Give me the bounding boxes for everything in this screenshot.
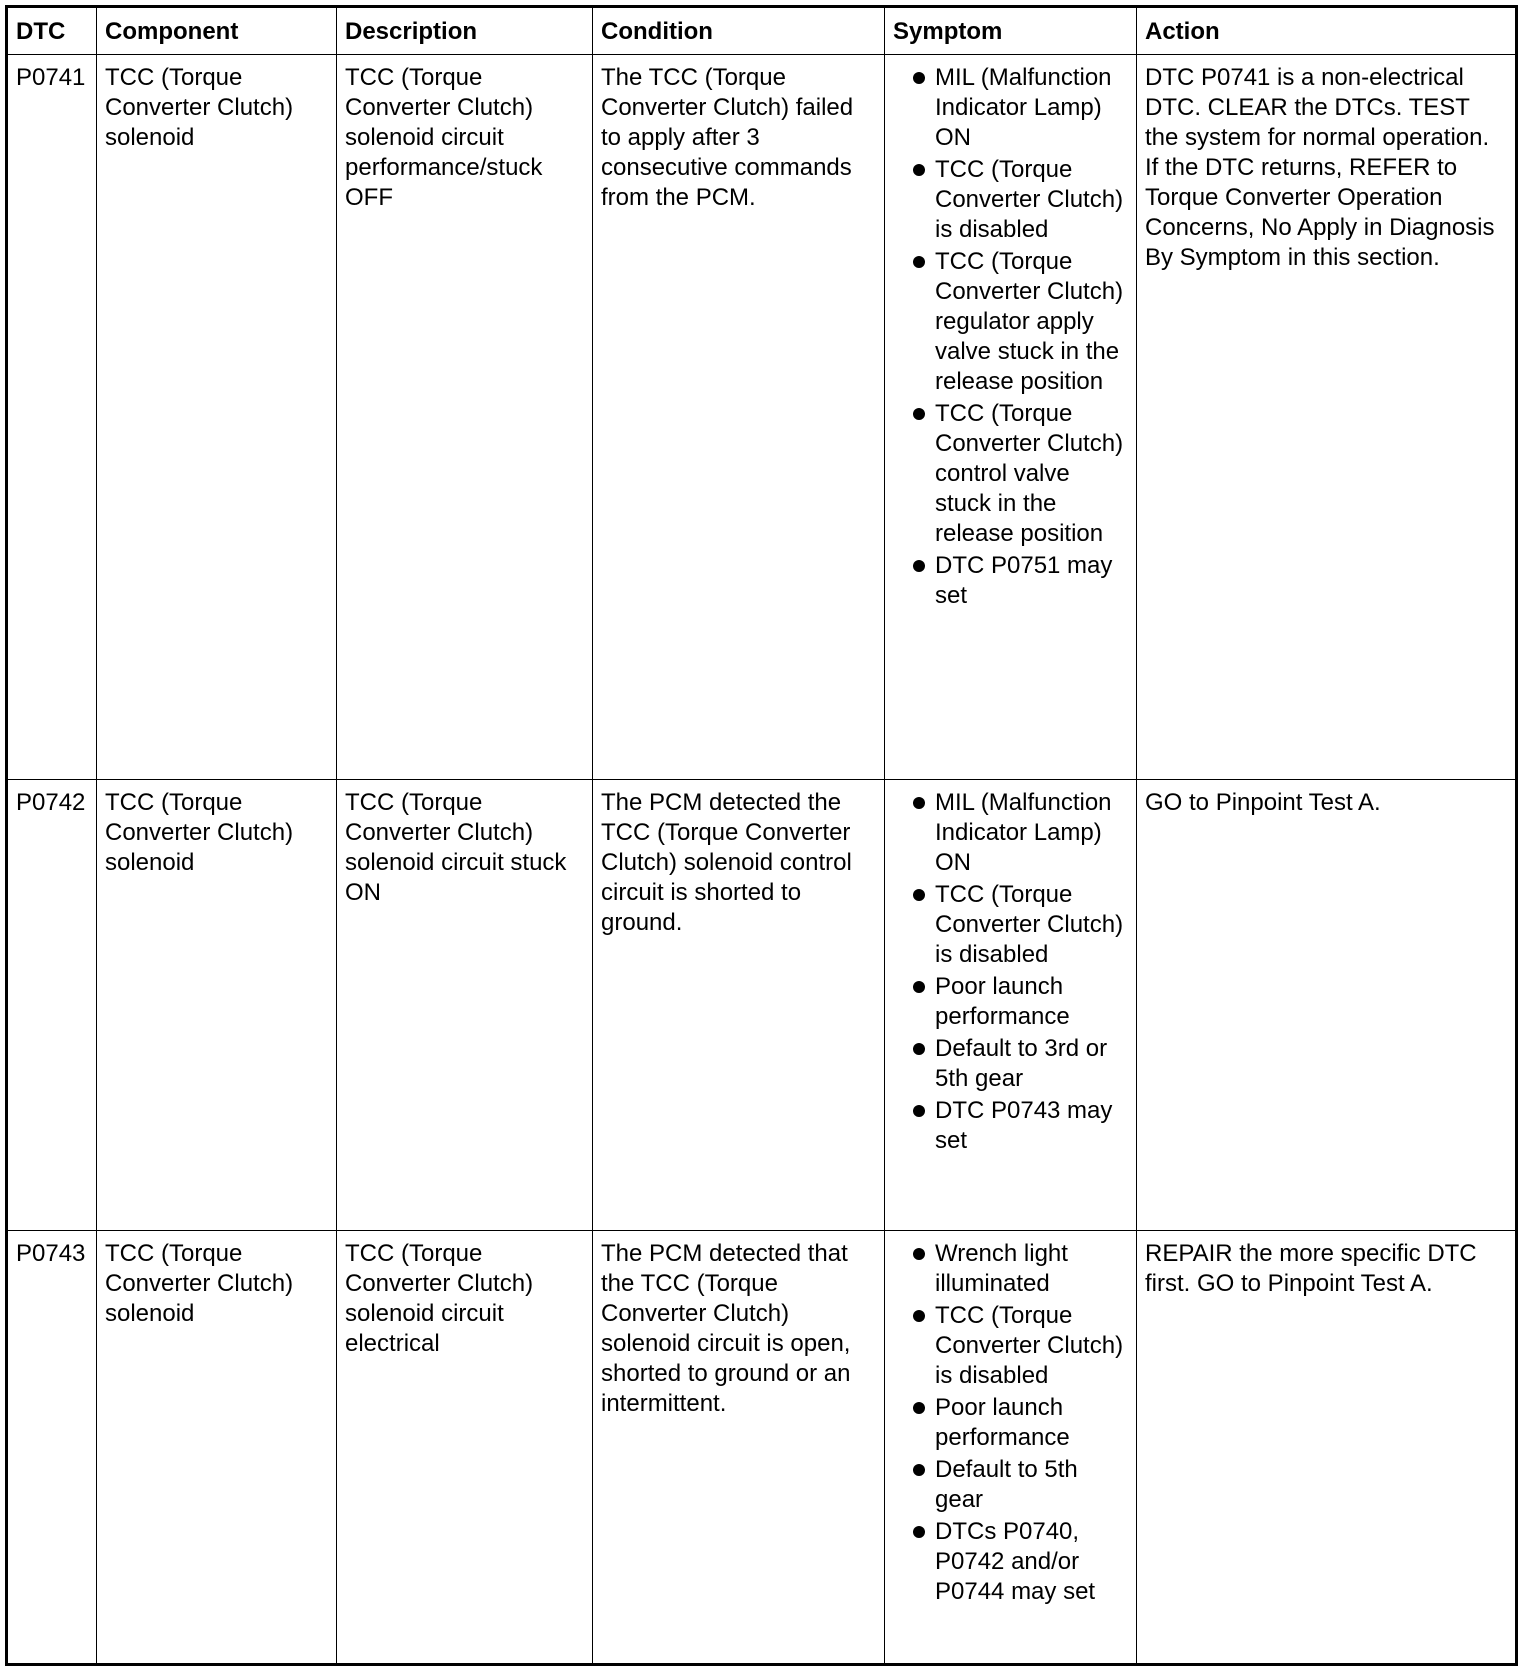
cell-component: TCC (Torque Converter Clutch) solenoid bbox=[97, 780, 337, 1231]
header-description: Description bbox=[337, 7, 593, 55]
cell-condition: The PCM detected the TCC (Torque Converter Clutch) solenoid control circuit is shorted to ground. bbox=[593, 780, 885, 1231]
symptom-item: TCC (Torque Converter Clutch) is disabled bbox=[893, 880, 1128, 970]
symptom-item: TCC (Torque Converter Clutch) is disabled bbox=[893, 1301, 1128, 1391]
cell-component: TCC (Torque Converter Clutch) solenoid bbox=[97, 1231, 337, 1665]
cell-condition: The PCM detected that the TCC (Torque Converter Clutch) solenoid circuit is open, shorted to ground or an intermittent. bbox=[593, 1231, 885, 1665]
cell-dtc: P0741 bbox=[7, 55, 97, 780]
symptom-item: MIL (Malfunction Indicator Lamp) ON bbox=[893, 788, 1128, 878]
symptom-item: TCC (Torque Converter Clutch) is disabled bbox=[893, 155, 1128, 245]
cell-symptom bbox=[885, 55, 1137, 780]
header-symptom: Symptom bbox=[885, 7, 1137, 55]
cell-description: TCC (Torque Converter Clutch) solenoid circuit performance/stuck OFF bbox=[337, 55, 593, 780]
symptom-item: DTCs P0740, P0742 and/or P0744 may set bbox=[893, 1517, 1128, 1607]
cell-condition: The TCC (Torque Converter Clutch) failed to apply after 3 consecutive commands from the PCM. bbox=[593, 55, 885, 780]
table-row bbox=[7, 780, 1517, 1231]
cell-dtc: P0742 bbox=[7, 780, 97, 1231]
header-condition: Condition bbox=[593, 7, 885, 55]
header-component: Component bbox=[97, 7, 337, 55]
symptom-item: Default to 3rd or 5th gear bbox=[893, 1034, 1128, 1094]
symptom-list bbox=[893, 63, 1128, 611]
cell-dtc: P0743 bbox=[7, 1231, 97, 1665]
symptom-item: Poor launch performance bbox=[893, 1393, 1128, 1453]
header-dtc: DTC bbox=[7, 7, 97, 55]
cell-action: DTC P0741 is a non-electrical DTC. CLEAR the DTCs. TEST the system for normal operation. If the DTC returns, REFER to Torque Converter Operation Concerns, No Apply in Diagnosis By Symptom in this section. bbox=[1137, 55, 1517, 780]
cell-symptom bbox=[885, 780, 1137, 1231]
symptom-item: Wrench light illuminated bbox=[893, 1239, 1128, 1299]
symptom-item: Default to 5th gear bbox=[893, 1455, 1128, 1515]
symptom-item: MIL (Malfunction Indicator Lamp) ON bbox=[893, 63, 1128, 153]
cell-description: TCC (Torque Converter Clutch) solenoid circuit stuck ON bbox=[337, 780, 593, 1231]
header-action: Action bbox=[1137, 7, 1517, 55]
symptom-item: TCC (Torque Converter Clutch) control valve stuck in the release position bbox=[893, 399, 1128, 549]
symptom-list bbox=[893, 1239, 1128, 1607]
cell-symptom bbox=[885, 1231, 1137, 1665]
symptom-item: DTC P0751 may set bbox=[893, 551, 1128, 611]
table-row bbox=[7, 1231, 1517, 1665]
symptom-item: DTC P0743 may set bbox=[893, 1096, 1128, 1156]
cell-action: REPAIR the more specific DTC first. GO to Pinpoint Test A. bbox=[1137, 1231, 1517, 1665]
symptom-list bbox=[893, 788, 1128, 1156]
cell-description: TCC (Torque Converter Clutch) solenoid circuit electrical bbox=[337, 1231, 593, 1665]
symptom-item: TCC (Torque Converter Clutch) regulator apply valve stuck in the release position bbox=[893, 247, 1128, 397]
symptom-item: Poor launch performance bbox=[893, 972, 1128, 1032]
cell-action: GO to Pinpoint Test A. bbox=[1137, 780, 1517, 1231]
cell-component: TCC (Torque Converter Clutch) solenoid bbox=[97, 55, 337, 780]
dtc-table bbox=[5, 5, 1518, 1666]
table-row bbox=[7, 55, 1517, 780]
header-row bbox=[7, 7, 1517, 55]
